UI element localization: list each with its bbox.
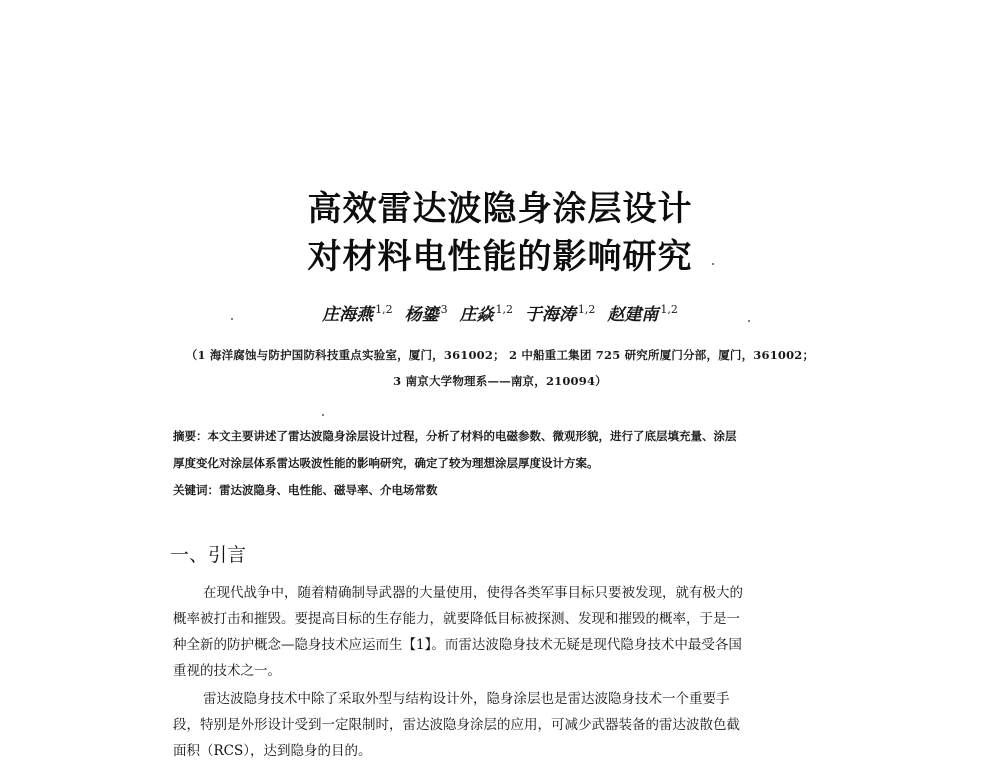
scan-speck <box>231 318 233 320</box>
paragraph-1-line: 种全新的防护概念—隐身技术应运而生【1】。而雷达波隐身技术无疑是现代隐身技术中最受各国 <box>173 637 742 653</box>
author <box>460 305 514 325</box>
author-name: 于海涛 <box>524 305 576 325</box>
scan-speck <box>748 320 750 322</box>
author <box>405 305 448 325</box>
paragraph-2-line: 雷达波隐身技术中除了采取外型与结构设计外，隐身涂层也是雷达波隐身技术一个重要手 <box>203 691 730 707</box>
author-name: 庄焱 <box>459 305 494 325</box>
author <box>322 305 393 325</box>
section-heading: 一、引言 <box>170 544 247 566</box>
scan-speck <box>322 414 324 416</box>
author-name: 赵建南 <box>607 305 659 325</box>
scan-speck <box>712 263 714 265</box>
author-name: 杨鎏 <box>404 305 439 325</box>
title-line-2: 对材料电性能的影响研究 <box>307 237 693 277</box>
author-affiliation-mark: 1,2 <box>375 303 393 317</box>
author <box>525 305 596 325</box>
author-affiliation-mark: 1,2 <box>577 303 596 317</box>
author-name: 庄海燕 <box>322 305 374 325</box>
author-affiliation-mark: 3 <box>440 303 448 317</box>
affiliation-line-2: 3 南京大学物理系——南京，210094） <box>393 374 607 388</box>
author <box>607 305 678 325</box>
paragraph-2-line: 面积（RCS），达到隐身的目的。 <box>173 743 372 759</box>
abstract-line-2: 厚度变化对涂层体系雷达吸波性能的影响研究，确定了较为理想涂层厚度设计方案。 <box>173 456 599 470</box>
author-list <box>0 300 1000 325</box>
paragraph-1-line: 重视的技术之一。 <box>173 663 281 679</box>
affiliation-line-1: （1 海洋腐蚀与防护国防科技重点实验室，厦门，361002； 2 中船重工集团 725 研究所厦门分部，厦门，361002； <box>185 348 815 362</box>
paragraph-1-line: 概率被打击和摧毁。要提高目标的生存能力，就要降低目标被探测、发现和摧毁的概率，于是一 <box>173 611 740 627</box>
abstract-line-1: 摘要：本文主要讲述了雷达波隐身涂层设计过程，分析了材料的电磁参数、微观形貌，进行了底层填充量、涂层 <box>173 429 737 443</box>
author-affiliation-mark: 1,2 <box>495 303 513 317</box>
keywords: 关键词：雷达波隐身、电性能、磁导率、介电场常数 <box>173 483 438 497</box>
paragraph-1-line: 在现代战争中，随着精确制导武器的大量使用，使得各类军事目标只要被发现，就有极大的 <box>203 585 743 601</box>
title-line-1: 高效雷达波隐身涂层设计 <box>307 189 693 229</box>
paragraph-2-line: 段，特别是外形设计受到一定限制时，雷达波隐身涂层的应用，可减少武器装备的雷达波散色截 <box>173 717 740 733</box>
author-affiliation-mark: 1,2 <box>660 303 678 317</box>
paper-title <box>0 186 1000 232</box>
paper-title-continued <box>0 234 1000 280</box>
